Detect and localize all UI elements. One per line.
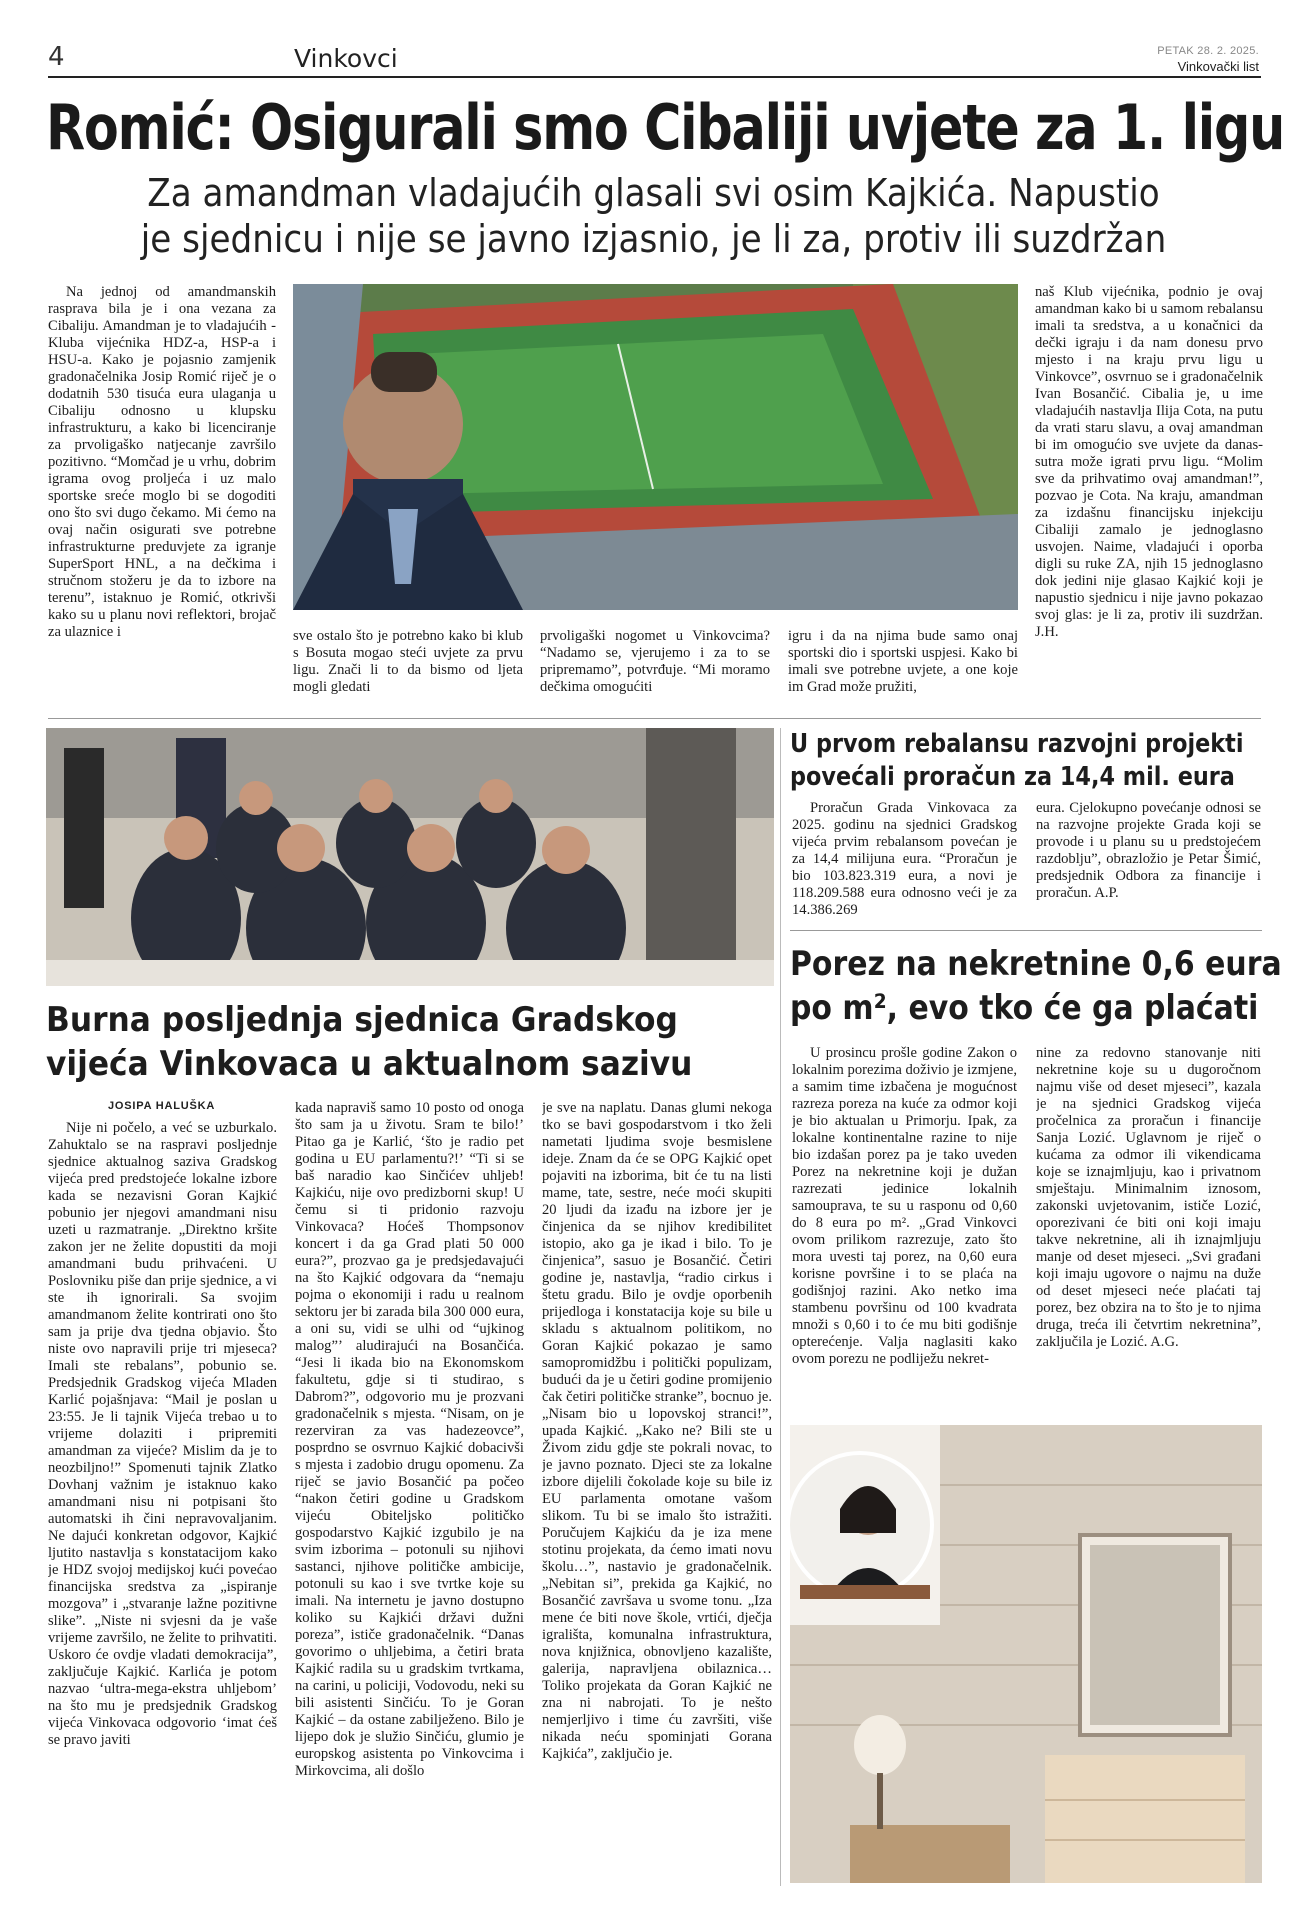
- story2-byline: JOSIPA HALUŠKA: [108, 1100, 216, 1112]
- story4-headline-line1: Porez na nekretnine 0,6 eura: [790, 944, 1282, 984]
- story1-deck: [107, 170, 1201, 262]
- story1-col4: igru i da na njima bude samo onaj sportski dio i sportski uspjesi. Kako bi imali sve potrebne uvjete, a one koje im Grad može pružiti,: [788, 628, 1018, 695]
- page-number: 4: [48, 42, 65, 72]
- column-divider: [780, 728, 781, 1886]
- story2-headline-line1: Burna posljednja sjednica Gradskog: [46, 1000, 678, 1040]
- story4-col2: nine za redovno stanovanje niti nekretnine koje su u dugoročnom najmu više od deset mjeseci”, kazala je na sjednici Gradskog vijeća pročelnica za proračun i financije Sanja Lozić. Uglavnom je riječ o kućama za odmor ili vikendicama koje se iznajmljuju, kao i privatnom smještaju. Minimalnim iznosom, zakonski uvjetovanim, ističe Lozić, oporezivani će biti oni koji imaju takve nekretnine, ali ih iznajmljuju manje od deset mjeseci. „Svi građani koji imaju ugovore o najmu na duže od deset mjeseci neće plaćati taj porez, bez obzira na to što je to njima druga, treća ili četvrtim nekretnina”, zaključila je Lozić. A.G.: [1036, 1045, 1261, 1350]
- council-photo: [46, 728, 774, 986]
- stadium-illustration: [293, 284, 1018, 610]
- story1-deck-line1: Za amandman vladajućih glasali svi osim Kajkića. Napustio: [147, 171, 1160, 215]
- story4-headline: [790, 942, 1282, 1030]
- story2-col1: Nije ni počelo, a već se uzburkalo. Zahuktalo se na raspravi posljednje sjednice aktualnog saziva Gradskog vijeća pred predstojeće lokalne izbore kada se nezavisni Goran Kajkić pobunio jer njegovi amandmani nisu uzeti u razmatranje. „Direktno kršite zakon jer ne želite dopustiti da moji amandmani budu prihvaćeni. U Poslovniku piše dan prije sjednice, a vi ste ih ignorirali. Sa svojim amandmanom želite kontrirati ono što sam ja prije dva tjedna objavio. Što niste ovo napravili prije tri mjeseca? Imali ste rebalans”, pobunio se. Predsjednik Gradskog vijeća Mladen Karlić pojašnjava: “Mail je poslan u 23:55. Je li tajnik Vijeća trebao u to vrijeme dolaziti i pripremiti amandman za vijeće? Mislim da je to neozbiljno!” Spomenuti tajnik Zlatko Dovhanj važnim je istaknuo kako amandmani nisu ni potpisani što automatski ih čini nepravovaljanim. Ne dajući konkretan odgovor, Kajkić ljutito nastavlja s konstatacijom kako je HDZ svojoj medijskoj kući povećao financijska sredstva za „ispiranje mozgova” i „stvaranje lažne pozitivne slike”. „Niste ni svjesni da je vaše vrijeme završilo, ne želite to prihvatiti. Uskoro će ovdje vladati demokracija”, zaključuje Kajkić. Karlića je potom nazvao ‘ultra-mega-ekstra uhljebom’ na što mu je predsjednik Gradskog vijeća Vinkovaca odgovorio ‘imat ćeš se pravo javiti: [48, 1120, 277, 1748]
- story2-headline-line2: vijeća Vinkovaca u aktualnom sazivu: [46, 1044, 693, 1084]
- story3-divider: [790, 930, 1262, 931]
- story3-col1: Proračun Grada Vinkovaca za 2025. godinu na sjednici Gradskog vijeća prvim rebalansom povećan je za 14,4 milijuna eura. “Proračun je bio 103.823.319 eura, a novi je 118.209.588 eura odnosno veći je za 14.386.269: [792, 800, 1017, 918]
- stadium-photo: [293, 284, 1018, 610]
- property-photo: [790, 1425, 1262, 1883]
- story4-headline-line2: po m², evo tko će ga plaćati: [790, 988, 1259, 1028]
- story2-col3: je sve na naplatu. Danas glumi nekoga tko se bavi gospodarstvom i tko želi nametati ljudima svoje besmislene ideje. Znam da će se OPG Kajkić opet pojaviti na izborima, bit će tu na listi mame, tate, sestre, neće moći skupiti 20 ljudi da izađu na izbore jer je činjenica da se njihov kredibilitet istopio, ako ga je ikad i bilo. To je činjenica”, sasuo je Bosančić. Četiri godine je, nastavlja, “radio cirkus i štetu gradu. Bilo je ovdje oporbenih prijedloga i konstatacija koje su bile u skladu s aktualnom politikom, no Goran Kajkić pokazao je samo samopromidžbu i politički populizam, budući da je u četiri godine promijenio čak četiri političke stranke”, bocnuo je. „Nisam bio u lopovskoj stranci!”, upada Kajkić. „Kako ne? Bili ste u Živom zidu gdje ste pokrali novac, to je javno poznato. Djeci ste za lokalne izbore dijelili čokolade koje su bile iz EU parlamenta omotane vašom slikom. Tu bi se imalo što istražiti. Poručujem Kajkiću da je iza mene stotinu projekata, da ćemo imati novu školu…”, nastavio je gradonačelnik. „Nebitan si”, prekida ga Kajkić, no Bosančić završava u svome tonu. „Iza mene će biti nove škole, vrtići, dječja igrališta, komunalna infrastruktura, nova knjižnica, obnovljeno kazalište, galerija, napravljena obilaznica… Toliko projekata da Goran Kajkić ne zna ni nabrojati. To je nešto nemjerljivo i time ću završiti, više nikada neću spominjati Gorana Kajkića”, zaključio je.: [542, 1100, 772, 1762]
- story2-headline: [46, 998, 727, 1086]
- room-illustration: [790, 1425, 1262, 1883]
- story3-headline: [790, 728, 1244, 794]
- paper-name: Vinkovački list: [1177, 59, 1259, 74]
- story3-headline-line1: U prvom rebalansu razvojni projekti: [790, 729, 1244, 759]
- story1-deck-line2: je sjednicu i nije se javno izjasnio, je li za, protiv ili suzdržan: [140, 217, 1167, 261]
- story3-headline-line2: povećali proračun za 14,4 mil. eura: [790, 762, 1235, 792]
- story1-headline: Romić: Osigurali smo Cibaliji uvjete za 1. ligu: [46, 91, 1285, 164]
- story3-col2: eura. Cjelokupno povećanje odnosi se na razvojne projekte Grada koji se provode i u planu su u predstojećem razdoblju”, obrazložio je Petar Šimić, predsjednik Odbora za financije i proračun. A.P.: [1036, 800, 1261, 901]
- issue-date: PETAK 28. 2. 2025.: [1157, 45, 1259, 57]
- story1-col2: sve ostalo što je potrebno kako bi klub s Bosuta mogao steći uvjete za prvu ligu. Znači li to da bismo od ljeta mogli gledati: [293, 628, 523, 695]
- section-title: Vinkovci: [294, 44, 398, 73]
- header-rule: [48, 76, 1261, 78]
- council-illustration: [46, 728, 774, 986]
- section-divider: [48, 718, 1261, 719]
- story2-col2: kada napraviš samo 10 posto od onoga što sam ja u životu. Sram te bilo!’ Pitao ga je Karlić, ‘što je radio pet godina u EU parlamentu?!’ “Ti si se baš naradio kao Sinčićev uhljeb! Kajkiću, nije ovo predizborni skup! U čemu si ti pridonio razvoju Vinkovaca? Hoćeš Thompsonov koncert i da ga Grad plati 50 000 eura?”, prozvao ga je predsjedavajući na što Kajkić odgovara da “nemaju pojma o ekonomiji i radu u realnom sektoru jer bi zarada bila 300 000 eura, a oni su, vidi se ulhi od “ujkinog malog”’ aludirajući na Bosančića. “Jesi li ikada bio na Ekonomskom fakultetu, gdje si ti studirao, s Dabrom?”, odgovorio mu je prozvani gradonačelnik s mjesta. “Nisam, on je rezerviran za vas hadezeovce”, posprdno se osvrnuo Kajkić dobacivši s mjesta i zadobio drugu opomenu. Za riječ se javio Bosančić pa počeo “nakon četiri godine u Gradskom vijeću Obiteljsko političko gospodarstvo Kajkić izgubilo je na svim izborima – potonuli su njihovi sastanci, njihove političke ambicije, potonuli su kao i sve tvrtke koje su imali. Na internetu je javno dostupno koliko su Kajkići državi dužni poreza”, ističe gradonačelnik. “Danas govorimo o uhljebima, a četiri brata Kajkić radila su u gradskim tvrtkama, na carini, u policiji, Vodovodu, neki su bili asistenti Sinčiću. To je Goran Kajkić – da ostane zabilježeno. Bilo je lijepo dok je služio Sinčiću, glumio je europskog asistenta po Vinkovcima i Mirkovcima, ali došlo: [295, 1100, 524, 1779]
- story1-col3: prvoligaški nogomet u Vinkovcima? “Nadamo se, vjerujemo i za to se pripremamo”, potvrđuje. “Mi moramo dečkima omogućiti: [540, 628, 770, 695]
- story1-col1: Na jednoj od amandmanskih rasprava bila je i ona vezana za Cibaliju. Amandman je to vladajućih - Kluba vijećnika HDZ-a, HSP-a i HSU-a. Kako je pojasnio zamjenik gradonačelnika Josip Romić riječ je o dodatnih 530 tisuća eura ulaganja u Cibaliju odnosno u klupsku infrastrukturu, a kako bi licenciranje za prvoligaško natjecanje završilo pozitivno. “Momčad je u vrhu, dobrim igrama ovog proljeća i uz malo sportske sreće moglo bi se dogoditi ono što svi dugo čekamo. Mi ćemo na ovaj način osigurati sve potrebne infrastrukturne preduvjete za igranje SuperSport HNL, a na dečkima i stručnom stožeru je da to izbore na terenu”, istaknuo je Romić, otkrivši kako su u planu novi reflektori, brojač za ulaznice i: [48, 284, 276, 640]
- story4-col1: U prosincu prošle godine Zakon o lokalnim porezima doživio je izmjene, a samim time izbačena je mogućnost razreza poreza na kuće za odmor koji je bio aktualan u Primorju. Ipak, za lokalne kontinentalne razine to nije bio izdašan porez pa je tako uveden Porez na nekretnine koji je dužan razrezati jedinice lokalnih samouprava, te su u rasponu od 0,60 do 8 eura po m². „Grad Vinkovci ovom prilikom razrezuje, zato što mora uvesti taj porez, na 0,60 eura korisne površine i to se plaća na godišnjoj razini. Ako netko ima stambenu površinu od 100 kvadrata množi s 0,60 i to će mu biti godišnje opterećenje. Valja naglasiti kako ovom porezu ne podliježu nekret-: [792, 1045, 1017, 1367]
- story1-col5: naš Klub vijećnika, podnio je ovaj amandman kako bi u samom rebalansu imali ta sredstva, a u konačnici da dečki igraju i da nam donesu prvo mjesto i na kraju prvu ligu u Vinkovce”, osvrnuo se i gradonačelnik Ivan Bosančić. Cibalia je, u ime vladajućih nastavlja Ilija Cota, na putu da vrati staru slavu, a ovaj amandman bi im omogućio sve uvjete da danas-sutra može igrati prvu ligu. “Molim sve da prihvatimo ovaj amandman!”, pozvao je Cota. Na kraju, amandman za izdašnu financijsku injekciju Cibaliji zamalo je jednoglasno usvojen. Naime, vladajući i oporba digli su ruke ZA, njih 15 jednoglasno dok jedini nije glasao Kajkić koji je napustio sjednicu i nije javno pokazao svoj glas: je li za, protiv ili suzdržan. J.H.: [1035, 284, 1263, 640]
